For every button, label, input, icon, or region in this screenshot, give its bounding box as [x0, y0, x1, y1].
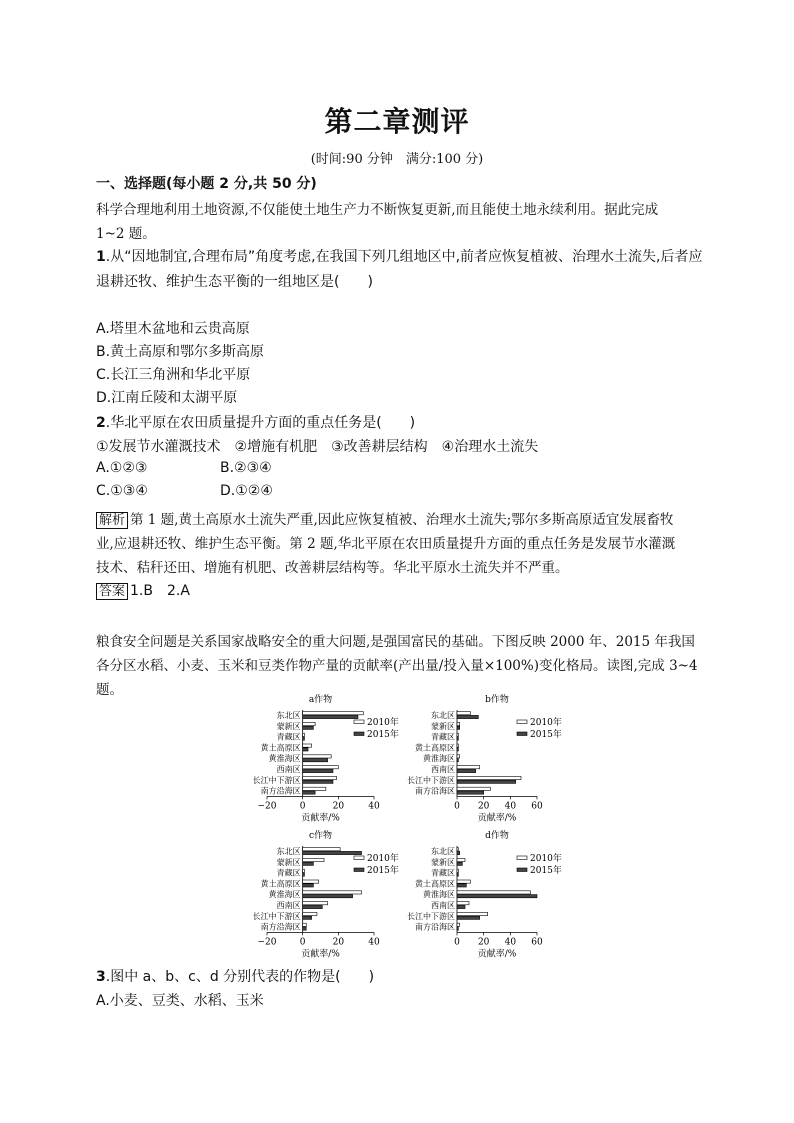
question-number: 2: [96, 415, 106, 431]
analysis-line: 技术、秸秆还田、增施有机肥、改善耕层结构等。华北平原水土流失并不严重。: [96, 560, 569, 576]
category-label: 黄淮海区: [268, 890, 301, 900]
category-label: 东北区: [276, 847, 301, 856]
bar: [457, 923, 460, 926]
bar: [303, 884, 314, 887]
question-text: .图中 a、b、c、d 分别代表的作物是( ): [105, 969, 375, 985]
category-label: 黄土高原区: [260, 743, 301, 753]
chart-title: c作物: [308, 831, 333, 841]
bar: [303, 912, 317, 915]
tick-label: 0: [299, 801, 306, 812]
tick-label: 60: [531, 937, 543, 948]
legend-swatch: [517, 732, 527, 736]
bar: [303, 755, 332, 758]
chart-title: b作物: [485, 695, 509, 705]
tick-label: −20: [257, 937, 277, 948]
bar-charts: [0, 690, 794, 960]
tick-label: 20: [477, 801, 490, 812]
question-text: .从“因地制宜,合理布局”角度考虑,在我国下列几组地区中,前者应恢复植被、治理水土流失,后者应: [105, 249, 703, 265]
category-label: 南方沿海区: [260, 922, 301, 932]
bar: [303, 862, 314, 865]
bar: [457, 905, 465, 908]
bar: [457, 748, 458, 751]
category-label: 东北区: [431, 847, 455, 856]
option-d: D.①②④: [220, 483, 273, 499]
legend-label: 2015年: [530, 866, 562, 876]
bar: [303, 787, 326, 790]
bar: [457, 912, 488, 915]
bar: [303, 927, 307, 930]
option-c: C.长江三角洲和华北平原: [96, 367, 251, 383]
bar: [457, 895, 537, 898]
option-b: B.②③④: [220, 460, 272, 476]
bar: [303, 722, 315, 725]
analysis-line: 业,应退耕还牧、维护生态平衡。第 2 题,华北平原在农田质量提升方面的重点任务是发展节水灌溉: [96, 536, 676, 552]
tick-label: 0: [299, 937, 306, 948]
bar: [457, 851, 460, 854]
bar: [303, 726, 314, 729]
bar: [457, 787, 490, 790]
option-c: C.①③④: [96, 483, 148, 499]
bar: [457, 722, 460, 725]
tick-label: 40: [368, 937, 380, 948]
option-a: A.塔里木盆地和云贵高原: [96, 321, 250, 337]
intro-line: 科学合理地利用土地资源,不仅能使土地生产力不断恢复更新,而且能使土地永续利用。据此完成: [96, 202, 659, 218]
tick-label: 0: [454, 937, 460, 948]
category-label: 黄土高原区: [415, 743, 455, 753]
tick-label: 20: [332, 937, 345, 948]
bar: [457, 755, 460, 758]
bar: [457, 873, 458, 876]
bar: [303, 873, 305, 876]
category-label: 南方沿海区: [260, 786, 301, 796]
bar: [457, 780, 516, 783]
category-label: 西南区: [276, 901, 301, 910]
chart-title: a作物: [308, 695, 333, 705]
bar: [303, 905, 323, 908]
legend-swatch: [517, 856, 527, 860]
category-label: 长江中下游区: [407, 911, 455, 921]
legend-label: 2010年: [367, 718, 399, 728]
category-label: 青藏区: [276, 868, 301, 878]
bar: [303, 916, 312, 919]
bar: [457, 791, 484, 794]
intro-line: 1~2 题。: [96, 226, 156, 242]
category-label: 青藏区: [431, 868, 455, 878]
category-label: 西南区: [431, 765, 455, 774]
category-label: 黄土高原区: [415, 879, 455, 889]
tick-label: 40: [504, 937, 517, 948]
category-label: 蒙新区: [431, 857, 455, 867]
analysis-tag: 解析: [96, 512, 128, 529]
category-label: 蒙新区: [276, 721, 301, 731]
option-row: [96, 460, 396, 476]
category-label: 蒙新区: [431, 721, 455, 731]
bar: [303, 769, 333, 772]
bar: [303, 766, 339, 769]
section-heading: 一、选择题(每小题 2 分,共 50 分): [96, 176, 317, 192]
bar: [457, 744, 458, 747]
legend-swatch: [354, 720, 364, 724]
category-label: 南方沿海区: [415, 786, 455, 796]
bar: [457, 891, 530, 894]
question-1: [96, 246, 703, 266]
category-label: 黄淮海区: [268, 754, 301, 764]
category-label: 黄淮海区: [423, 890, 455, 900]
bar: [303, 780, 333, 783]
category-label: 东北区: [431, 711, 455, 720]
category-label: 东北区: [276, 711, 301, 720]
bar: [457, 869, 458, 872]
bar: [303, 748, 308, 751]
option-row: [96, 483, 396, 499]
question-number: 1: [96, 249, 106, 265]
bar: [303, 869, 305, 872]
bar: [303, 791, 315, 794]
bar: [303, 891, 362, 894]
bar: [303, 895, 353, 898]
bar: [457, 862, 462, 865]
page-title: 第二章测评: [324, 105, 470, 138]
bar: [457, 715, 478, 718]
bar: [303, 848, 340, 851]
bar: [303, 776, 337, 779]
bar: [457, 848, 458, 851]
question-3: [96, 966, 374, 986]
legend-swatch: [517, 720, 527, 724]
x-axis-label: 贡献率/%: [301, 813, 340, 824]
chart-title: d作物: [485, 831, 509, 841]
bar: [457, 759, 458, 762]
exam-meta: (时间:90 分钟 满分:100 分): [310, 152, 484, 167]
bar: [457, 858, 465, 861]
option-b: B.黄土高原和鄂尔多斯高原: [96, 344, 265, 360]
bar: [457, 769, 476, 772]
bar: [303, 759, 328, 762]
bar: [303, 712, 364, 715]
tick-label: 20: [477, 937, 490, 948]
answer-line: 答案 1.B 2.A: [96, 580, 190, 600]
bar: [303, 902, 328, 905]
category-label: 长江中下游区: [252, 775, 301, 785]
intro-line: 粮食安全问题是关系国家战略安全的重大问题,是强国富民的基础。下图反映 2000 年、2015 年我国: [96, 634, 695, 650]
legend-swatch: [354, 856, 364, 860]
question-number: 3: [96, 969, 106, 985]
bar: [457, 726, 460, 729]
intro-line: 题。: [96, 682, 123, 698]
category-label: 西南区: [431, 901, 455, 910]
bar: [457, 766, 480, 769]
bar: [303, 851, 362, 854]
x-axis-label: 贡献率/%: [477, 949, 517, 960]
x-axis-label: 贡献率/%: [477, 813, 517, 824]
legend-label: 2010年: [530, 854, 562, 864]
bar: [457, 776, 521, 779]
answer-tag: 答案: [96, 583, 128, 600]
question-2: [96, 412, 415, 432]
category-label: 西南区: [276, 765, 301, 774]
bar: [457, 733, 458, 736]
bar: [303, 858, 324, 861]
bar: [457, 916, 480, 919]
tick-label: 0: [454, 801, 460, 812]
option-a: A.①②③: [96, 460, 148, 476]
tick-label: 40: [368, 801, 380, 812]
option-d: D.江南丘陵和太湖平原: [96, 390, 238, 406]
bar: [457, 902, 469, 905]
bar: [303, 880, 319, 883]
legend-label: 2010年: [367, 854, 399, 864]
category-label: 黄淮海区: [423, 754, 455, 764]
intro-line: 各分区水稻、小麦、玉米和豆类作物产量的贡献率(产出量/投入量×100%)变化格局。读图,完成 3~4: [96, 658, 698, 674]
category-label: 长江中下游区: [407, 775, 455, 785]
legend-label: 2015年: [367, 730, 399, 740]
question-2-items: ①发展节水灌溉技术 ②增施有机肥 ③改善耕层结构 ④治理水土流失: [96, 439, 539, 455]
bar: [457, 927, 458, 930]
question-text: .华北平原在农田质量提升方面的重点任务是( ): [105, 415, 416, 431]
bar: [457, 737, 458, 740]
option-a: A.小麦、豆类、水稻、玉米: [96, 993, 264, 1009]
analysis-line: 解析 第 1 题,黄土高原水土流失严重,因此应恢复植被、治理水土流失;鄂尔多斯高原适宜发展畜牧: [96, 508, 673, 528]
category-label: 南方沿海区: [415, 922, 455, 932]
bar: [303, 923, 307, 926]
category-label: 长江中下游区: [252, 911, 301, 921]
bar: [457, 880, 470, 883]
bar: [457, 884, 466, 887]
tick-label: −20: [257, 801, 277, 812]
tick-label: 60: [531, 801, 543, 812]
bar: [303, 737, 305, 740]
x-axis-label: 贡献率/%: [301, 949, 340, 960]
legend-label: 2015年: [367, 866, 399, 876]
category-label: 黄土高原区: [260, 879, 301, 889]
tick-label: 40: [504, 801, 517, 812]
category-label: 青藏区: [276, 732, 301, 742]
legend-swatch: [517, 868, 527, 872]
bar: [303, 715, 358, 718]
question-1-cont: 退耕还牧、维护生态平衡的一组地区是( ): [96, 274, 373, 290]
category-label: 蒙新区: [276, 857, 301, 867]
category-label: 青藏区: [431, 732, 455, 742]
legend-label: 2010年: [530, 718, 562, 728]
bar: [303, 733, 305, 736]
bar: [303, 744, 312, 747]
tick-label: 20: [332, 801, 345, 812]
legend-swatch: [354, 868, 364, 872]
bar: [457, 712, 470, 715]
legend-label: 2015年: [530, 730, 562, 740]
legend-swatch: [354, 732, 364, 736]
